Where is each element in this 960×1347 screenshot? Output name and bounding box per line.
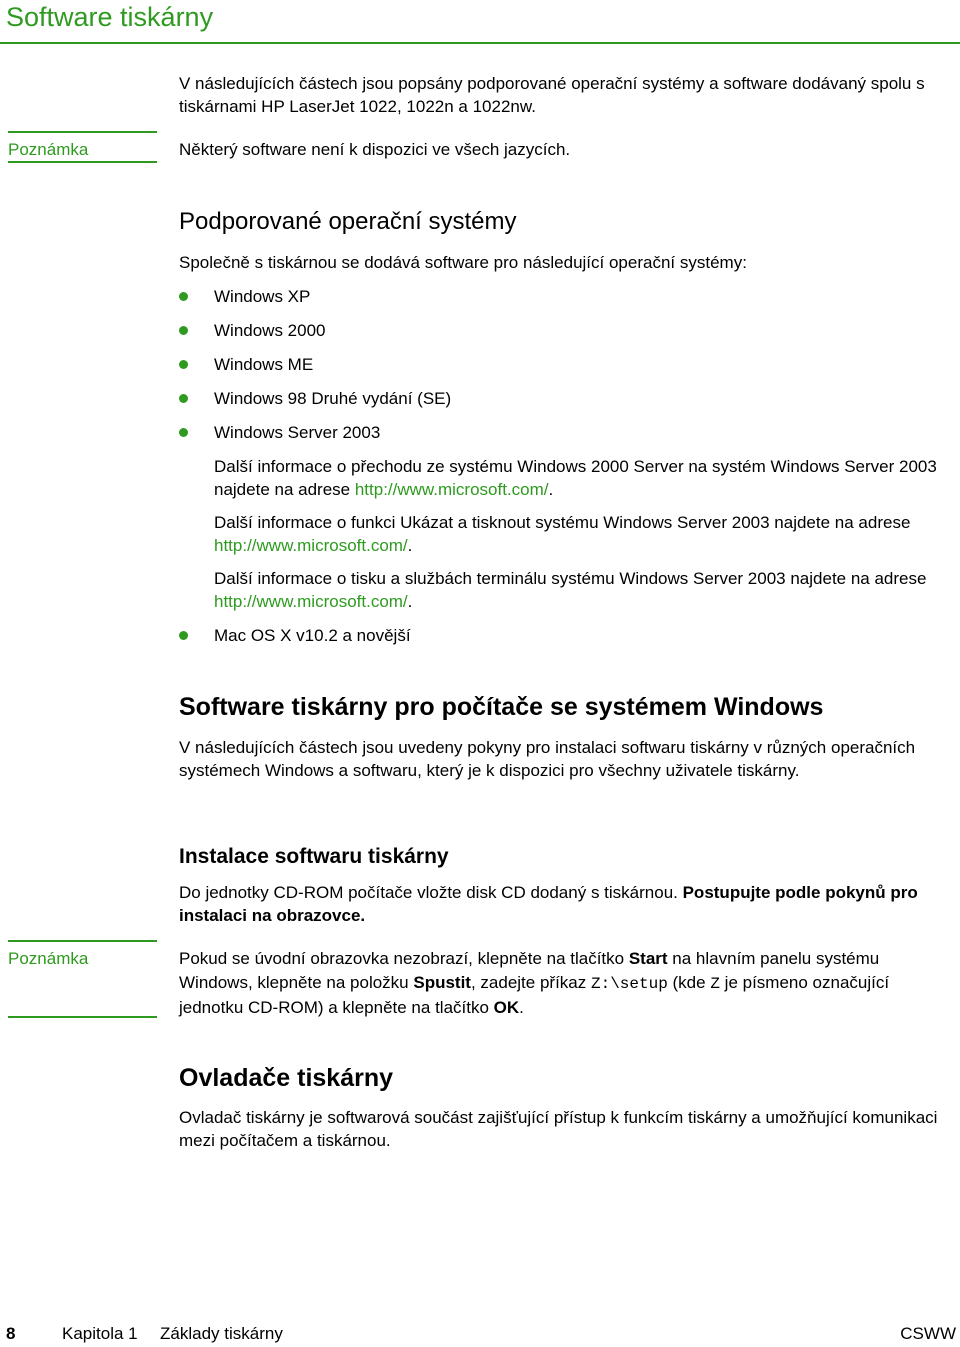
bullet-icon: [179, 292, 188, 301]
bullet-icon: [179, 394, 188, 403]
section-title-install: Instalace softwaru tiskárny: [179, 845, 449, 868]
list-item-label: Windows ME: [214, 355, 314, 374]
footer-chapter-name: Základy tiskárny: [160, 1324, 283, 1343]
microsoft-link[interactable]: http://www.microsoft.com/: [214, 536, 408, 555]
server-note-2: [214, 511, 949, 557]
note-rule-bottom: [8, 161, 157, 163]
section-title-windows: Software tiskárny pro počítače se systémem Windows: [179, 693, 824, 721]
server-note-tail: .: [548, 480, 554, 499]
note-text-part: .: [519, 998, 524, 1017]
note-label: Poznámka: [8, 140, 89, 159]
server-note-tail: .: [407, 592, 413, 611]
server-note-3: [214, 567, 949, 613]
footer-chapter: Kapitola 1: [62, 1324, 138, 1343]
bullet-icon: [179, 360, 188, 369]
start-label: Start: [628, 949, 668, 968]
setup-command: Z:\setup: [590, 975, 668, 993]
note-text-part: , zadejte příkaz: [470, 973, 591, 992]
list-item-label: Windows 98 Druhé vydání (SE): [214, 389, 452, 408]
install-text-bold: Postupujte podle pokynů pro instalaci na obrazovce.: [179, 883, 918, 925]
note-text: [179, 947, 949, 1020]
ok-label: OK: [493, 998, 520, 1017]
install-text: [179, 881, 949, 927]
drive-letter: Z: [710, 975, 720, 993]
server-note-1: [214, 455, 949, 501]
note-text-part: Pokud se úvodní obrazovka nezobrazí, klepněte na tlačítko: [179, 949, 629, 968]
note-rule-bottom: [8, 1016, 157, 1018]
server-note-text: Další informace o tisku a službách terminálu systému Windows Server 2003 najdete na adrese: [214, 569, 927, 588]
section-title-drivers: Ovladače tiskárny: [179, 1064, 394, 1092]
note-label: Poznámka: [8, 949, 89, 968]
microsoft-link[interactable]: http://www.microsoft.com/: [354, 480, 549, 499]
note-text-part: na hlavním panelu systému Windows, klepněte na položku: [179, 949, 880, 992]
server-note-text: Další informace o přechodu ze systému Windows 2000 Server na systém Windows Server 2003 najdete na adrese: [214, 457, 937, 499]
bullet-icon: [179, 326, 188, 335]
list-item-label: Mac OS X v10.2 a novější: [214, 626, 411, 645]
note-text-part: (kde: [667, 973, 711, 992]
note-rule-top: [8, 940, 157, 942]
note-rule-top: [8, 131, 157, 133]
run-label: Spustit: [413, 973, 471, 992]
drivers-text: Ovladač tiskárny je softwarová součást zajišťující přístup k funkcím tiskárny a umožňující komunikaci mezi počítačem a tiskárnou.: [179, 1108, 938, 1150]
server-note-tail: .: [407, 536, 413, 555]
intro-text: V následujících částech jsou popsány podporované operační systémy a software dodávaný spolu s tiskárnami HP LaserJet 1022, 1022n a 1022nw.: [179, 74, 925, 116]
section-title-os: Podporované operační systémy: [179, 208, 517, 235]
os-lead: Společně s tiskárnou se dodává software pro následující operační systémy:: [179, 253, 747, 272]
footer-brand: CSWW: [900, 1324, 956, 1343]
note-text-part: je písmeno označující jednotku CD-ROM) a klepněte na tlačítko: [179, 973, 890, 1017]
bullet-icon: [179, 428, 188, 437]
server-note-text: Další informace o funkci Ukázat a tisknout systému Windows Server 2003 najdete na adrese: [214, 513, 911, 532]
bullet-icon: [179, 631, 188, 640]
windows-text: V následujících částech jsou uvedeny pokyny pro instalaci softwaru tiskárny v různých operačních systémech Windows a softwaru, který je k dispozici pro všechny uživatele tiskárny.: [179, 738, 916, 780]
note-text: Některý software není k dispozici ve všech jazycích.: [179, 140, 571, 159]
list-item-label: Windows 2000: [214, 321, 326, 340]
microsoft-link[interactable]: http://www.microsoft.com/: [214, 592, 408, 611]
chapter-title: Software tiskárny: [6, 2, 214, 32]
list-item-label: Windows XP: [214, 287, 311, 306]
header-rule: [0, 42, 960, 44]
install-text-plain: Do jednotky CD-ROM počítače vložte disk CD dodaný s tiskárnou.: [179, 883, 683, 902]
list-item-label: Windows Server 2003: [214, 423, 381, 442]
page-number: 8: [6, 1324, 16, 1343]
